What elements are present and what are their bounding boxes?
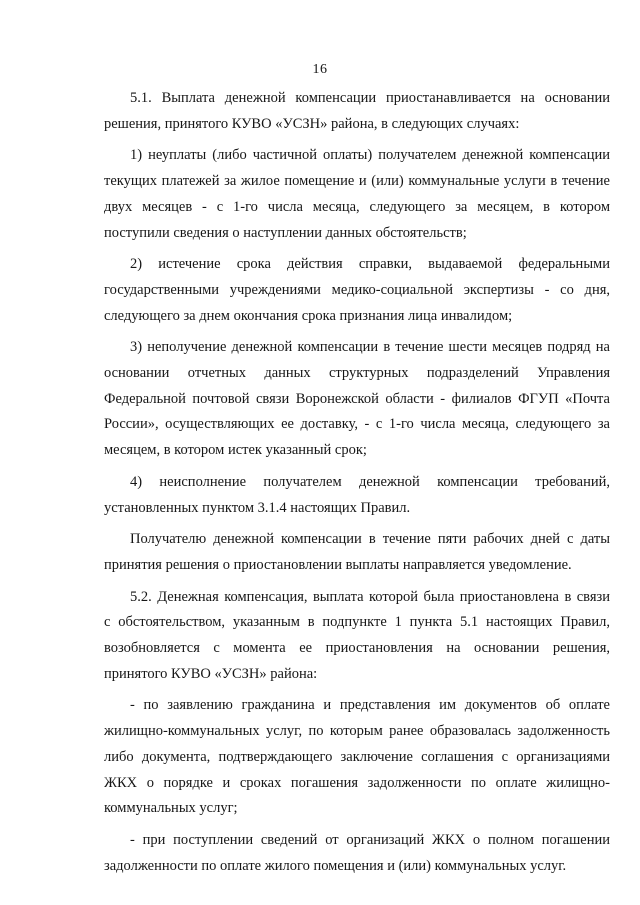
text-line: поступили сведения о наступлении данных обстоятельств; [104, 224, 467, 241]
paragraph-5-2-item-b [104, 828, 610, 879]
text-line: возобновляется с момента ее приостановления на основании решения, [104, 640, 610, 657]
paragraph-notice [104, 527, 610, 578]
text-line: 3) неполучение денежной компенсации в течение шести месяцев подряд на [130, 339, 610, 356]
text-line: установленных пунктом 3.1.4 настоящих Правил. [104, 499, 411, 516]
text-line: принятия решения о приостановлении выплаты направляется уведомление. [104, 556, 572, 573]
text-line: 1) неуплаты (либо частичной оплаты) получателем денежной компенсации [130, 147, 610, 164]
paragraph-5-1-item-2 [104, 252, 610, 329]
paragraph-5-2-item-a [104, 693, 610, 822]
text-line: - при поступлении сведений от организаций ЖКХ о полном погашении [130, 831, 610, 848]
text-line: принятого КУВО «УСЗН» района: [104, 665, 318, 682]
paragraph-5-1-item-4 [104, 470, 610, 521]
text-line: 4) неисполнение получателем денежной компенсации требований, [130, 473, 610, 490]
text-line: следующего за днем окончания срока признания лица инвалидом; [104, 307, 513, 324]
text-line: коммунальных услуг; [104, 800, 238, 817]
text-line: 5.1. Выплата денежной компенсации приостанавливается на основании [130, 90, 610, 106]
text-line: государственными учреждениями медико-социальной экспертизы - со дня, [104, 281, 610, 298]
page-number: 16 [312, 62, 328, 77]
text-line: текущих платежей за жилое помещение и (или) коммунальные услуги в течение [104, 173, 610, 190]
text-line: Федеральной почтовой связи Воронежской области - филиалов ФГУП «Почта [104, 390, 610, 407]
text-line: - по заявлению гражданина и представления им документов об оплате [130, 697, 610, 714]
text-line: жилищно-коммунальных услуг, по которым ранее образовалась задолженность [104, 723, 610, 740]
text-line: основании отчетных данных структурных подразделений Управления [104, 365, 610, 382]
paragraph-5-1-item-3 [104, 335, 610, 464]
paragraph-5-2 [104, 585, 610, 688]
paragraph-5-1 [104, 86, 610, 137]
text-line: задолженности по оплате жилого помещения и (или) коммунальных услуг. [104, 857, 567, 874]
text-line: России», осуществляющих ее доставку, - с 1-го числа месяца, следующего за [104, 416, 610, 433]
text-line: 2) истечение срока действия справки, выдаваемой федеральными [130, 256, 610, 273]
text-line: месяцем, в котором истек указанный срок; [104, 442, 367, 459]
text-line: двух месяцев - с 1-го числа месяца, следующего за месяцем, в котором [104, 198, 610, 215]
text-line: с обстоятельством, указанным в подпункте 1 пункта 5.1 настоящих Правил, [104, 614, 610, 631]
paragraph-5-1-item-1 [104, 143, 610, 246]
text-line: решения, принятого КУВО «УСЗН» района, в следующих случаях: [104, 115, 520, 132]
text-line: либо документа, подтверждающего заключение соглашения с организациями [104, 748, 610, 765]
text-line: ЖКХ о порядке и сроках погашения задолженности по оплате жилищно- [104, 774, 610, 791]
text-line: 5.2. Денежная компенсация, выплата которой была приостановлена в связи [130, 588, 610, 605]
document-body [104, 86, 610, 879]
text-line: Получателю денежной компенсации в течение пяти рабочих дней с даты [130, 531, 610, 548]
